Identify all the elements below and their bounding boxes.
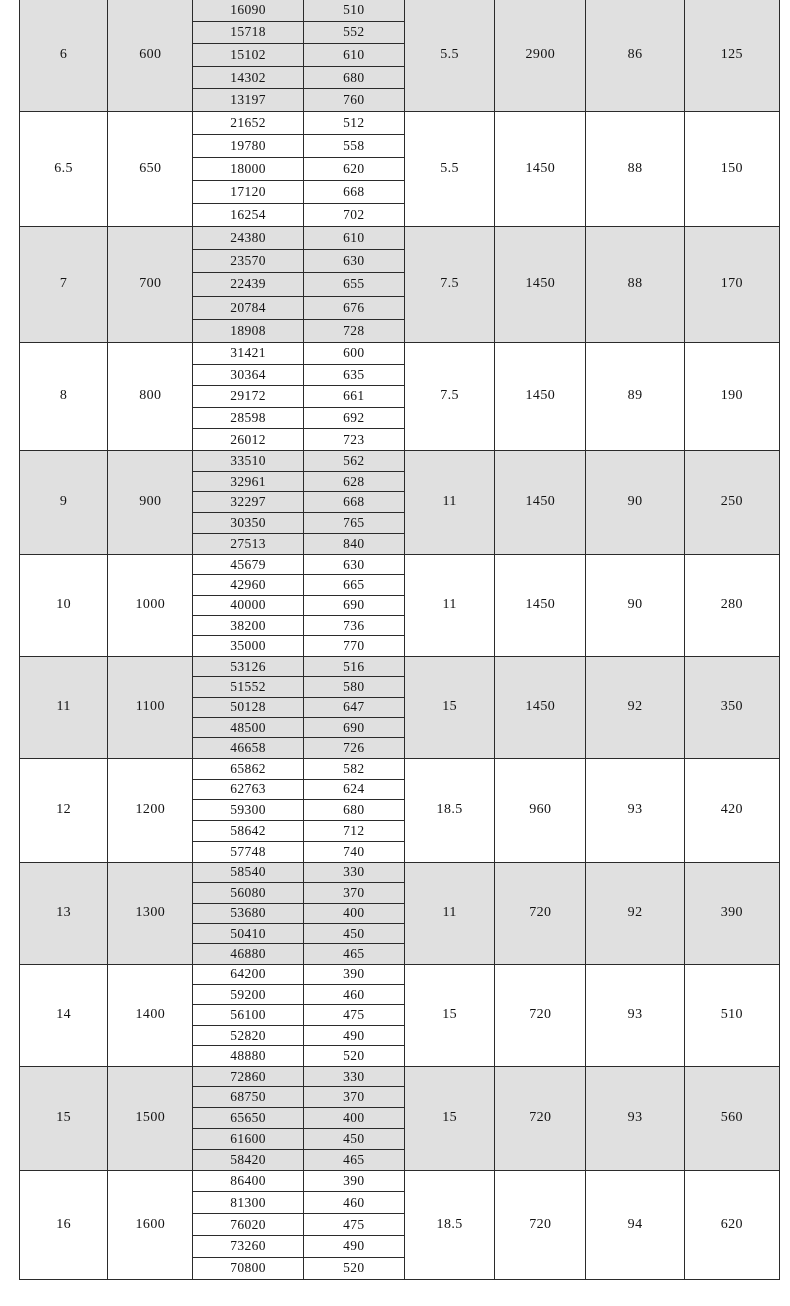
table-row bbox=[20, 554, 780, 574]
cell-flow: 42960 bbox=[193, 575, 303, 595]
cell-pressure: 728 bbox=[303, 319, 404, 342]
cell-flow: 51552 bbox=[193, 677, 303, 697]
cell-power: 5.5 bbox=[404, 111, 494, 226]
cell-flow: 14302 bbox=[193, 66, 303, 89]
table-row bbox=[20, 964, 780, 984]
cell-flow: 57748 bbox=[193, 841, 303, 862]
cell-speed: 720 bbox=[495, 1066, 586, 1170]
cell-flow: 23570 bbox=[193, 250, 303, 273]
cell-pressure: 465 bbox=[303, 944, 404, 964]
cell-flow: 59300 bbox=[193, 800, 303, 821]
cell-weight: 420 bbox=[684, 758, 779, 862]
cell-flow: 46658 bbox=[193, 738, 303, 758]
cell-speed: 2900 bbox=[495, 0, 586, 111]
cell-pressure: 635 bbox=[303, 364, 404, 386]
cell-pressure: 661 bbox=[303, 386, 404, 408]
cell-flow: 53680 bbox=[193, 903, 303, 923]
cell-flow: 18000 bbox=[193, 157, 303, 180]
cell-flow: 19780 bbox=[193, 134, 303, 157]
cell-pressure: 582 bbox=[303, 758, 404, 779]
cell-efficiency: 93 bbox=[586, 964, 684, 1066]
cell-flow: 58642 bbox=[193, 821, 303, 842]
cell-model-no: 10 bbox=[20, 554, 108, 656]
cell-flow: 30350 bbox=[193, 513, 303, 534]
cell-pressure: 765 bbox=[303, 513, 404, 534]
cell-flow: 53126 bbox=[193, 656, 303, 676]
cell-flow: 16254 bbox=[193, 203, 303, 226]
cell-size: 1500 bbox=[108, 1066, 193, 1170]
cell-pressure: 512 bbox=[303, 111, 404, 134]
cell-pressure: 760 bbox=[303, 89, 404, 112]
cell-weight: 560 bbox=[684, 1066, 779, 1170]
table-row bbox=[20, 111, 780, 134]
cell-pressure: 370 bbox=[303, 883, 404, 903]
cell-pressure: 450 bbox=[303, 1129, 404, 1150]
cell-flow: 59200 bbox=[193, 985, 303, 1005]
cell-model-no: 9 bbox=[20, 450, 108, 554]
cell-model-no: 7 bbox=[20, 226, 108, 342]
cell-pressure: 552 bbox=[303, 21, 404, 44]
cell-flow: 73260 bbox=[193, 1236, 303, 1258]
table-row bbox=[20, 226, 780, 249]
cell-model-no: 13 bbox=[20, 862, 108, 964]
cell-pressure: 400 bbox=[303, 1108, 404, 1129]
cell-pressure: 490 bbox=[303, 1025, 404, 1045]
cell-power: 18.5 bbox=[404, 758, 494, 862]
cell-efficiency: 89 bbox=[586, 342, 684, 450]
cell-pressure: 676 bbox=[303, 296, 404, 319]
cell-size: 1300 bbox=[108, 862, 193, 964]
cell-pressure: 390 bbox=[303, 964, 404, 984]
table-row bbox=[20, 758, 780, 779]
cell-flow: 15102 bbox=[193, 44, 303, 67]
cell-pressure: 460 bbox=[303, 1192, 404, 1214]
cell-model-no: 12 bbox=[20, 758, 108, 862]
cell-pressure: 330 bbox=[303, 1066, 404, 1087]
cell-speed: 720 bbox=[495, 964, 586, 1066]
cell-flow: 40000 bbox=[193, 595, 303, 615]
cell-size: 700 bbox=[108, 226, 193, 342]
cell-flow: 35000 bbox=[193, 636, 303, 656]
cell-model-no: 15 bbox=[20, 1066, 108, 1170]
cell-flow: 58540 bbox=[193, 862, 303, 882]
cell-flow: 29172 bbox=[193, 386, 303, 408]
cell-efficiency: 92 bbox=[586, 656, 684, 758]
cell-pressure: 723 bbox=[303, 429, 404, 451]
cell-pressure: 630 bbox=[303, 250, 404, 273]
cell-flow: 46880 bbox=[193, 944, 303, 964]
table-row bbox=[20, 450, 780, 471]
cell-flow: 28598 bbox=[193, 407, 303, 429]
cell-pressure: 702 bbox=[303, 203, 404, 226]
cell-model-no: 14 bbox=[20, 964, 108, 1066]
cell-pressure: 668 bbox=[303, 492, 404, 513]
cell-flow: 15718 bbox=[193, 21, 303, 44]
cell-flow: 58420 bbox=[193, 1149, 303, 1170]
cell-pressure: 520 bbox=[303, 1046, 404, 1066]
cell-weight: 620 bbox=[684, 1170, 779, 1279]
cell-weight: 150 bbox=[684, 111, 779, 226]
cell-flow: 45679 bbox=[193, 554, 303, 574]
cell-model-no: 11 bbox=[20, 656, 108, 758]
cell-flow: 81300 bbox=[193, 1192, 303, 1214]
cell-pressure: 610 bbox=[303, 44, 404, 67]
cell-pressure: 630 bbox=[303, 554, 404, 574]
cell-flow: 56080 bbox=[193, 883, 303, 903]
cell-speed: 1450 bbox=[495, 656, 586, 758]
cell-pressure: 460 bbox=[303, 985, 404, 1005]
cell-flow: 21652 bbox=[193, 111, 303, 134]
cell-efficiency: 93 bbox=[586, 1066, 684, 1170]
cell-pressure: 450 bbox=[303, 923, 404, 943]
cell-pressure: 562 bbox=[303, 450, 404, 471]
cell-flow: 72860 bbox=[193, 1066, 303, 1087]
cell-flow: 86400 bbox=[193, 1170, 303, 1192]
cell-flow: 70800 bbox=[193, 1257, 303, 1279]
cell-efficiency: 92 bbox=[586, 862, 684, 964]
table-row bbox=[20, 0, 780, 21]
cell-flow: 76020 bbox=[193, 1214, 303, 1236]
cell-pressure: 770 bbox=[303, 636, 404, 656]
cell-flow: 13197 bbox=[193, 89, 303, 112]
cell-pressure: 840 bbox=[303, 534, 404, 555]
cell-efficiency: 88 bbox=[586, 226, 684, 342]
table-row bbox=[20, 656, 780, 676]
cell-flow: 16090 bbox=[193, 0, 303, 21]
cell-power: 15 bbox=[404, 656, 494, 758]
cell-flow: 22439 bbox=[193, 273, 303, 296]
cell-flow: 52820 bbox=[193, 1025, 303, 1045]
cell-flow: 68750 bbox=[193, 1087, 303, 1108]
cell-speed: 960 bbox=[495, 758, 586, 862]
cell-weight: 250 bbox=[684, 450, 779, 554]
cell-pressure: 510 bbox=[303, 0, 404, 21]
cell-flow: 20784 bbox=[193, 296, 303, 319]
cell-pressure: 516 bbox=[303, 656, 404, 676]
cell-flow: 31421 bbox=[193, 342, 303, 364]
cell-pressure: 610 bbox=[303, 226, 404, 249]
cell-size: 1200 bbox=[108, 758, 193, 862]
cell-power: 7.5 bbox=[404, 226, 494, 342]
cell-pressure: 740 bbox=[303, 841, 404, 862]
cell-flow: 61600 bbox=[193, 1129, 303, 1150]
cell-weight: 280 bbox=[684, 554, 779, 656]
cell-pressure: 628 bbox=[303, 471, 404, 492]
cell-power: 15 bbox=[404, 964, 494, 1066]
cell-speed: 1450 bbox=[495, 450, 586, 554]
cell-size: 600 bbox=[108, 0, 193, 111]
cell-pressure: 680 bbox=[303, 800, 404, 821]
cell-pressure: 680 bbox=[303, 66, 404, 89]
cell-pressure: 475 bbox=[303, 1214, 404, 1236]
cell-size: 1000 bbox=[108, 554, 193, 656]
cell-flow: 62763 bbox=[193, 779, 303, 800]
cell-size: 1600 bbox=[108, 1170, 193, 1279]
cell-efficiency: 86 bbox=[586, 0, 684, 111]
cell-pressure: 690 bbox=[303, 717, 404, 737]
cell-pressure: 400 bbox=[303, 903, 404, 923]
cell-pressure: 624 bbox=[303, 779, 404, 800]
cell-weight: 510 bbox=[684, 964, 779, 1066]
cell-flow: 38200 bbox=[193, 616, 303, 636]
cell-power: 11 bbox=[404, 862, 494, 964]
cell-weight: 170 bbox=[684, 226, 779, 342]
cell-flow: 50410 bbox=[193, 923, 303, 943]
cell-pressure: 520 bbox=[303, 1257, 404, 1279]
cell-speed: 720 bbox=[495, 862, 586, 964]
cell-flow: 50128 bbox=[193, 697, 303, 717]
cell-efficiency: 90 bbox=[586, 450, 684, 554]
cell-flow: 65862 bbox=[193, 758, 303, 779]
cell-pressure: 580 bbox=[303, 677, 404, 697]
cell-power: 18.5 bbox=[404, 1170, 494, 1279]
cell-flow: 26012 bbox=[193, 429, 303, 451]
cell-speed: 1450 bbox=[495, 554, 586, 656]
cell-flow: 32297 bbox=[193, 492, 303, 513]
table-row bbox=[20, 1066, 780, 1087]
cell-model-no: 16 bbox=[20, 1170, 108, 1279]
cell-pressure: 655 bbox=[303, 273, 404, 296]
cell-pressure: 370 bbox=[303, 1087, 404, 1108]
cell-weight: 350 bbox=[684, 656, 779, 758]
cell-flow: 30364 bbox=[193, 364, 303, 386]
cell-flow: 56100 bbox=[193, 1005, 303, 1025]
cell-flow: 24380 bbox=[193, 226, 303, 249]
cell-flow: 48880 bbox=[193, 1046, 303, 1066]
cell-pressure: 668 bbox=[303, 180, 404, 203]
cell-pressure: 558 bbox=[303, 134, 404, 157]
cell-speed: 1450 bbox=[495, 226, 586, 342]
cell-flow: 32961 bbox=[193, 471, 303, 492]
cell-pressure: 647 bbox=[303, 697, 404, 717]
cell-pressure: 330 bbox=[303, 862, 404, 882]
cell-model-no: 6.5 bbox=[20, 111, 108, 226]
cell-pressure: 736 bbox=[303, 616, 404, 636]
cell-size: 1400 bbox=[108, 964, 193, 1066]
cell-pressure: 712 bbox=[303, 821, 404, 842]
cell-pressure: 726 bbox=[303, 738, 404, 758]
table-row bbox=[20, 862, 780, 882]
performance-table bbox=[19, 0, 780, 1280]
cell-speed: 1450 bbox=[495, 111, 586, 226]
cell-flow: 64200 bbox=[193, 964, 303, 984]
cell-size: 650 bbox=[108, 111, 193, 226]
cell-speed: 720 bbox=[495, 1170, 586, 1279]
cell-size: 1100 bbox=[108, 656, 193, 758]
cell-power: 7.5 bbox=[404, 342, 494, 450]
cell-model-no: 8 bbox=[20, 342, 108, 450]
cell-flow: 18908 bbox=[193, 319, 303, 342]
cell-pressure: 690 bbox=[303, 595, 404, 615]
cell-weight: 390 bbox=[684, 862, 779, 964]
cell-flow: 17120 bbox=[193, 180, 303, 203]
cell-pressure: 620 bbox=[303, 157, 404, 180]
cell-flow: 48500 bbox=[193, 717, 303, 737]
cell-flow: 33510 bbox=[193, 450, 303, 471]
cell-pressure: 665 bbox=[303, 575, 404, 595]
cell-weight: 125 bbox=[684, 0, 779, 111]
cell-pressure: 465 bbox=[303, 1149, 404, 1170]
cell-size: 800 bbox=[108, 342, 193, 450]
cell-power: 15 bbox=[404, 1066, 494, 1170]
cell-pressure: 390 bbox=[303, 1170, 404, 1192]
cell-pressure: 600 bbox=[303, 342, 404, 364]
cell-power: 5.5 bbox=[404, 0, 494, 111]
cell-power: 11 bbox=[404, 554, 494, 656]
cell-flow: 65650 bbox=[193, 1108, 303, 1129]
cell-size: 900 bbox=[108, 450, 193, 554]
cell-flow: 27513 bbox=[193, 534, 303, 555]
cell-pressure: 692 bbox=[303, 407, 404, 429]
table-row bbox=[20, 1170, 780, 1192]
cell-speed: 1450 bbox=[495, 342, 586, 450]
cell-pressure: 490 bbox=[303, 1236, 404, 1258]
cell-pressure: 475 bbox=[303, 1005, 404, 1025]
cell-efficiency: 93 bbox=[586, 758, 684, 862]
cell-model-no: 6 bbox=[20, 0, 108, 111]
cell-weight: 190 bbox=[684, 342, 779, 450]
table-row bbox=[20, 342, 780, 364]
cell-efficiency: 88 bbox=[586, 111, 684, 226]
cell-power: 11 bbox=[404, 450, 494, 554]
cell-efficiency: 90 bbox=[586, 554, 684, 656]
cell-efficiency: 94 bbox=[586, 1170, 684, 1279]
